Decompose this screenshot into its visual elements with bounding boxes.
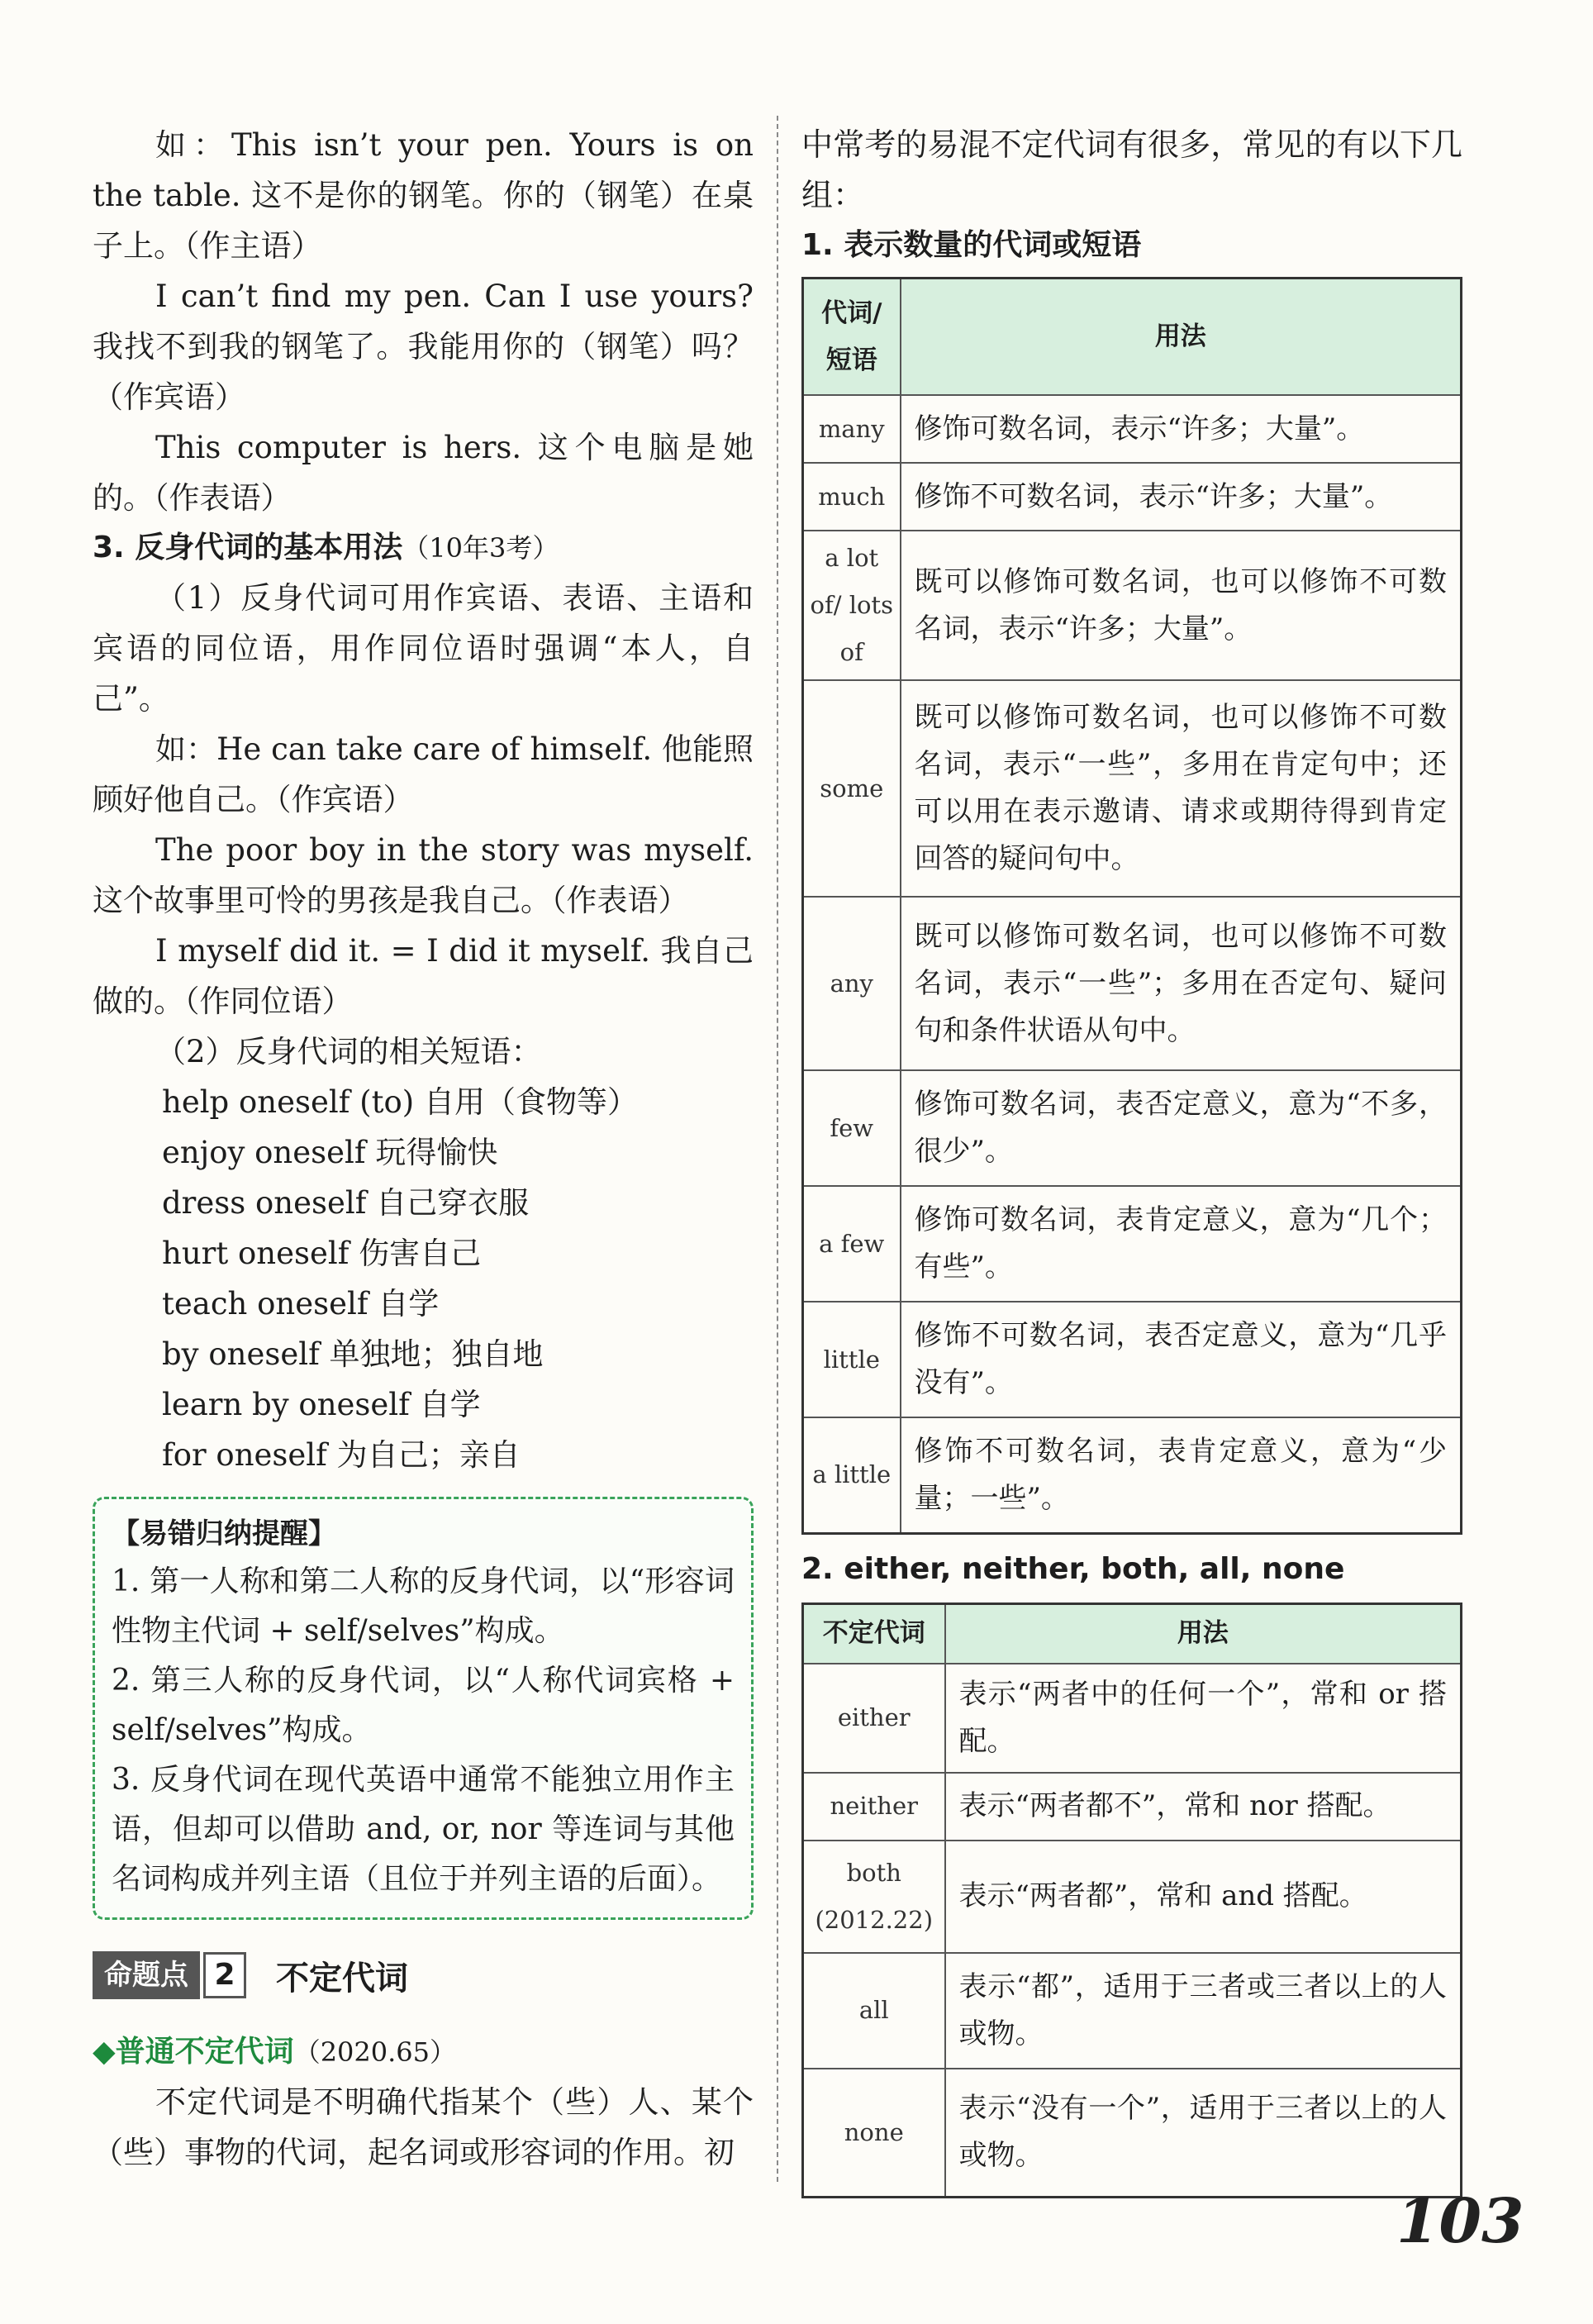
tip-title: 【易错归纳提醒】: [112, 1517, 336, 1550]
table-key-cell: either: [803, 1664, 945, 1773]
table-value-cell: 修饰可数名词，表示“许多；大量”。: [901, 395, 1462, 463]
paragraph: 如：He can take care of himself. 他能照顾好他自己。（作宾语）: [93, 731, 754, 817]
page-number: 103: [1396, 2186, 1524, 2257]
table-header-row: [803, 1603, 1462, 1664]
table-key-cell: a few: [803, 1186, 901, 1302]
table-row: [803, 463, 1462, 531]
table-value-cell: 表示“都”，适用于三者或三者以上的人或物。: [945, 1953, 1462, 2069]
table-row: [803, 897, 1462, 1070]
table-value-cell: 修饰不可数名词，表否定意义，意为“几乎没有”。: [901, 1302, 1462, 1417]
table-row: [803, 531, 1462, 680]
table-header-cell: 代词/短语: [803, 279, 901, 396]
tip-item: 3. 反身代词在现代英语中通常不能独立用作主语，但却可以借助 and, or, nor 等连词与其他名词构成并列主语（且位于并列主语的后面）。: [112, 1763, 735, 1896]
paragraph: 如：This isn’t your pen. Yours is on the table. 这不是你的钢笔。你的（钢笔）在桌子上。（作主语）: [93, 127, 754, 264]
table-key-cell: little: [803, 1302, 901, 1417]
quantity-pronoun-table: [801, 277, 1462, 1535]
phrase-item: enjoy oneself 玩得愉快: [162, 1135, 498, 1170]
table-key-cell: both (2012.22): [803, 1841, 945, 1953]
tip-item: 1. 第一人称和第二人称的反身代词，以“形容词性物主代词 + self/selves”构成。: [112, 1564, 735, 1648]
section-heading: [93, 523, 754, 573]
table-header-cell: 用法: [901, 279, 1462, 396]
table-key-cell: neither: [803, 1773, 945, 1841]
table-key-cell: any: [803, 897, 901, 1070]
table-row: [803, 1841, 1462, 1953]
table1-title: 1. 表示数量的代词或短语: [801, 228, 1142, 262]
paragraph: I myself did it. = I did it myself. 我自己做的。（作同位语）: [93, 933, 754, 1019]
paragraph: The poor boy in the story was myself. 这个故事里可怜的男孩是我自己。（作表语）: [93, 832, 754, 918]
paragraph: （2）反身代词的相关短语：: [155, 1034, 542, 1069]
table-header-cell: 用法: [945, 1603, 1462, 1664]
section-heading-note: （10年3考）: [402, 532, 559, 564]
table-header-cell: 不定代词: [803, 1603, 945, 1664]
phrase-item: learn by oneself 自学: [162, 1387, 481, 1422]
table-key-cell: many: [803, 395, 901, 463]
left-column: [93, 120, 754, 2178]
phrase-item: for oneself 为自己；亲自: [162, 1437, 521, 1473]
topic-header: [93, 1951, 754, 1999]
table-value-cell: 修饰可数名词，表肯定意义，意为“几个；有些”。: [901, 1186, 1462, 1302]
table-row: [803, 1417, 1462, 1533]
subsection-heading: [93, 2027, 754, 2077]
table-value-cell: 既可以修饰可数名词，也可以修饰不可数名词，表示“一些”，多用在肯定句中；还可以用在表示邀请、请求或期待得到肯定回答的疑问句中。: [901, 680, 1462, 897]
paragraph: 不定代词是不明确代指某个（些）人、某个（些）事物的代词，起名词或形容词的作用。初: [93, 2084, 754, 2170]
topic-title: 不定代词: [276, 1959, 408, 1998]
topic-number: 2: [203, 1952, 246, 1998]
subsection-heading-note: （2020.65）: [293, 2036, 457, 2068]
indefinite-pronoun-table: [801, 1603, 1462, 2199]
table-row: [803, 1664, 1462, 1773]
tip-item: 2. 第三人称的反身代词，以“人称代词宾格 + self/selves”构成。: [112, 1664, 735, 1747]
table-row: [803, 1302, 1462, 1417]
phrase-item: help oneself (to) 自用（食物等）: [162, 1084, 638, 1120]
table-key-cell: some: [803, 680, 901, 897]
table-key-cell: few: [803, 1070, 901, 1186]
table-row: [803, 2069, 1462, 2198]
phrase-item: by oneself 单独地；独自地: [162, 1336, 544, 1372]
table2-title: 2. either, neither, both, all, none: [801, 1551, 1345, 1586]
table-value-cell: 既可以修饰可数名词，也可以修饰不可数名词，表示“许多；大量”。: [901, 531, 1462, 680]
table-key-cell: a little: [803, 1417, 901, 1533]
table-key-cell: much: [803, 463, 901, 531]
table-value-cell: 既可以修饰可数名词，也可以修饰不可数名词，表示“一些”；多用在否定句、疑问句和条件状语从句中。: [901, 897, 1462, 1070]
table-value-cell: 表示“没有一个”，适用于三者以上的人或物。: [945, 2069, 1462, 2198]
table-key-cell: a lot of/ lots of: [803, 531, 901, 680]
table-row: [803, 1773, 1462, 1841]
table-row: [803, 1186, 1462, 1302]
table-value-cell: 表示“两者中的任何一个”，常和 or 搭配。: [945, 1664, 1462, 1773]
table-value-cell: 修饰可数名词，表否定意义，意为“不多，很少”。: [901, 1070, 1462, 1186]
table-row: [803, 680, 1462, 897]
table-row: [803, 1953, 1462, 2069]
phrase-item: hurt oneself 伤害自己: [162, 1236, 482, 1271]
phrase-item: dress oneself 自己穿衣服: [162, 1185, 530, 1221]
table-value-cell: 修饰不可数名词，表示“许多；大量”。: [901, 463, 1462, 531]
paragraph: This computer is hers. 这个电脑是她的。（作表语）: [93, 430, 754, 516]
paragraph: （1）反身代词可用作宾语、表语、主语和宾语的同位语，用作同位语时强调“本人，自己”。: [93, 580, 754, 717]
table-key-cell: all: [803, 1953, 945, 2069]
table-value-cell: 表示“两者都不”，常和 nor 搭配。: [945, 1773, 1462, 1841]
table-row: [803, 395, 1462, 463]
table-key-cell: none: [803, 2069, 945, 2198]
tip-box: [93, 1497, 754, 1920]
table-header-row: [803, 279, 1462, 396]
topic-label: 命题点: [93, 1951, 200, 1999]
paragraph: I can’t find my pen. Can I use yours? 我找不到我的钢笔了。我能用你的（钢笔）吗？（作宾语）: [93, 279, 754, 415]
paragraph: 中常考的易混不定代词有很多，常见的有以下几组：: [801, 126, 1462, 213]
table-row: [803, 1070, 1462, 1186]
column-divider: [777, 116, 778, 2182]
section-heading-title: 3. 反身代词的基本用法: [93, 531, 403, 564]
right-column: [801, 120, 1462, 2198]
subsection-heading-title: ◆普通不定代词: [93, 2035, 294, 2069]
table-value-cell: 修饰不可数名词，表肯定意义，意为“少量；一些”。: [901, 1417, 1462, 1533]
phrase-item: teach oneself 自学: [162, 1286, 440, 1322]
table-value-cell: 表示“两者都”，常和 and 搭配。: [945, 1841, 1462, 1953]
